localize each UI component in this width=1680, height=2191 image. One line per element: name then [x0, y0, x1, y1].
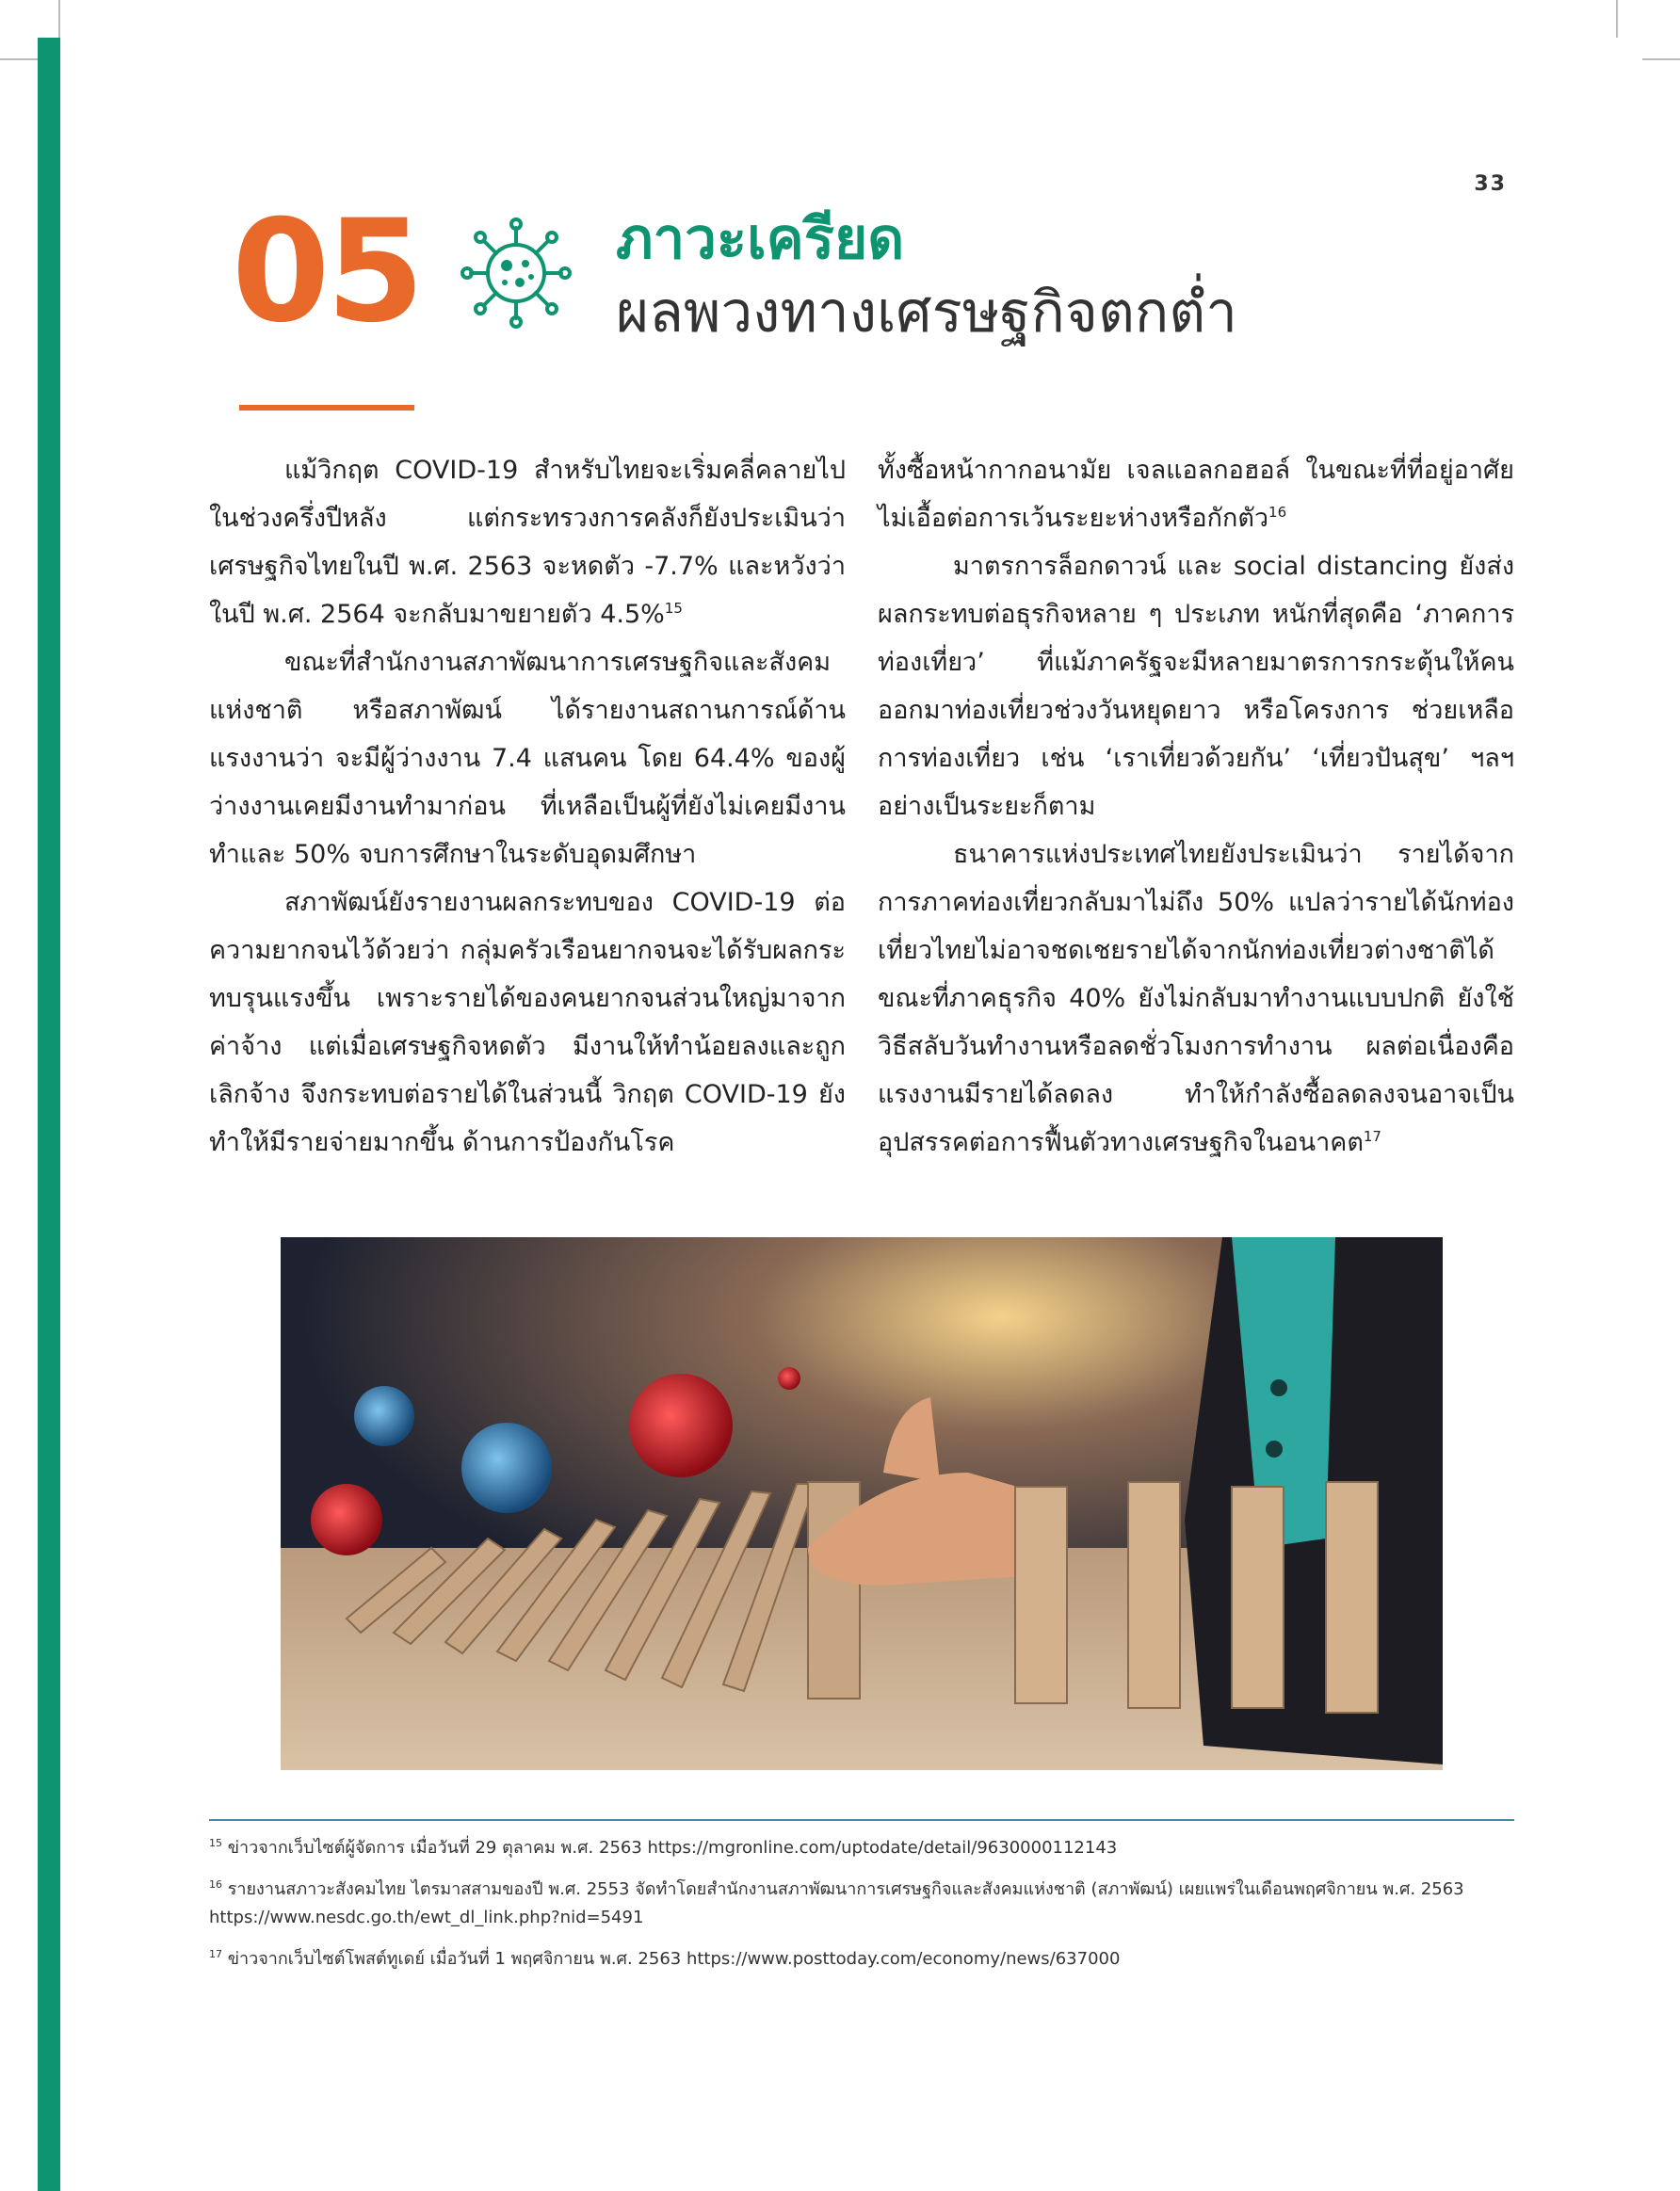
- footnote-ref: 15: [664, 600, 683, 617]
- footnote-ref: 16: [1268, 504, 1287, 521]
- crop-mark: [58, 0, 60, 38]
- footnotes: [209, 1834, 1514, 1987]
- footnote: $^{16}$ รายงานสภาวะสังคมไทย ไตรมาสสามของปี พ.ศ. 2553 จัดทำโดยสำนักงานสภาพัฒนาการเศรษฐกิจและสังคมแห่งชาติ (สภาพัฒน์) เผยแพร่ในเดือนพฤศจิกายน พ.ศ. 2563 https://www.nesdc.go.th/ewt_dl_link.php?nid=5491: [209, 1878, 1464, 1927]
- left-column: [209, 446, 846, 1167]
- footnote: $^{17}$ ข่าวจากเว็บไซต์โพสต์ทูเดย์ เมื่อวันที่ 1 พฤศจิกายน พ.ศ. 2563 https://www.posttoday.com/economy/news/637000: [209, 1948, 1121, 1969]
- crop-mark: [1616, 0, 1618, 38]
- paragraph: ทั้งซื้อหน้ากากอนามัย เจลแอลกอฮอล์ ในขณะที่ที่อยู่อาศัยไม่เอื้อต่อการเว้นระยะห่างหรือกักตัว$^{16}$: [878, 456, 1514, 533]
- chapter-title-line-2: ผลพวงทางเศรษฐกิจตกต่ำ: [616, 280, 1237, 346]
- paragraph: มาตรการล็อกดาวน์ และ social distancing ยังส่งผลกระทบต่อธุรกิจหลาย ๆ ประเภท หนักที่สุดคือ ‘ภาคการท่องเที่ยว’ ที่แม้ภาครัฐจะมีหลายมาตรการกระตุ้นให้คนออกมาท่องเที่ยวช่วงวันหยุดยาว หรือโครงการ ช่วยเหลือการท่องเที่ยว เช่น ‘เราเที่ยวด้วยกัน’ ‘เที่ยวปันสุข’ ฯลฯ อย่างเป็นระยะก็ตาม: [878, 552, 1514, 821]
- title-underline: [239, 405, 414, 411]
- virus-icon: [458, 215, 574, 331]
- crop-mark: [1642, 58, 1680, 60]
- paragraph: สภาพัฒน์ยังรายงานผลกระทบของ COVID-19 ต่อความยากจนไว้ด้วยว่า กลุ่มครัวเรือนยากจนจะได้รับผลกระทบรุนแรงขึ้น เพราะรายได้ของคนยากจนส่วนใหญ่มาจากค่าจ้าง แต่เมื่อเศรษฐกิจหดตัว มีงานให้ทำน้อยลงและถูกเลิกจ้าง จึงกระทบต่อรายได้ในส่วนนี้ วิกฤต COVID-19 ยังทำให้มีรายจ่ายมากขึ้น ด้านการป้องกันโรค: [209, 888, 846, 1157]
- paragraph: ขณะที่สำนักงานสภาพัฒนาการเศรษฐกิจและสังคมแห่งชาติ หรือสภาพัฒน์ ได้รายงานสถานการณ์ด้านแรงงานว่า จะมีผู้ว่างงาน 7.4 แสนคน โดย 64.4% ของผู้ว่างงานเคยมีงานทำมาก่อน ที่เหลือเป็นผู้ที่ยังไม่เคยมีงานทำและ 50% จบการศึกษาในระดับอุดมศึกษา: [209, 648, 846, 869]
- crop-mark: [0, 58, 38, 60]
- domino-virus-photo: [281, 1237, 1443, 1770]
- green-side-bar: [38, 38, 60, 2191]
- footnote-divider: [209, 1819, 1514, 1821]
- page-number: 33: [1474, 172, 1507, 196]
- footnote: $^{15}$ ข่าวจากเว็บไซต์ผู้จัดการ เมื่อวันที่ 29 ตุลาคม พ.ศ. 2563 https://mgronline.com/uptodate/detail/9630000112143: [209, 1837, 1118, 1858]
- chapter-number: 05: [232, 190, 421, 354]
- paragraph: ธนาคารแห่งประเทศไทยยังประเมินว่า รายได้จากการภาคท่องเที่ยวกลับมาไม่ถึง 50% แปลว่ารายได้นักท่องเที่ยวไทยไม่อาจชดเชยรายได้จากนักท่องเที่ยวต่างชาติได้ ขณะที่ภาคธุรกิจ 40% ยังไม่กลับมาทำงานแบบปกติ ยังใช้วิธีสลับวันทำงานหรือลดชั่วโมงการทำงาน ผลต่อเนื่องคือแรงงานมีรายได้ลดลง ทำให้กำลังซื้อลดลงจนอาจเป็นอุปสรรคต่อการฟื้นตัวทางเศรษฐกิจในอนาคต$^{17}$: [878, 840, 1514, 1157]
- footnote-ref: 17: [1363, 1128, 1381, 1145]
- chapter-title-line-1: ภาวะเครียด: [616, 206, 905, 272]
- right-column: [878, 446, 1514, 1167]
- paragraph: แม้วิกฤต COVID-19 สำหรับไทยจะเริ่มคลี่คลายไปในช่วงครึ่งปีหลัง แต่กระทรวงการคลังก็ยังประเมินว่าเศรษฐกิจไทยในปี พ.ศ. 2563 จะหดตัว -7.7% และหวังว่าในปี พ.ศ. 2564 จะกลับมาขยายตัว 4.5%$^{15}$: [209, 456, 846, 629]
